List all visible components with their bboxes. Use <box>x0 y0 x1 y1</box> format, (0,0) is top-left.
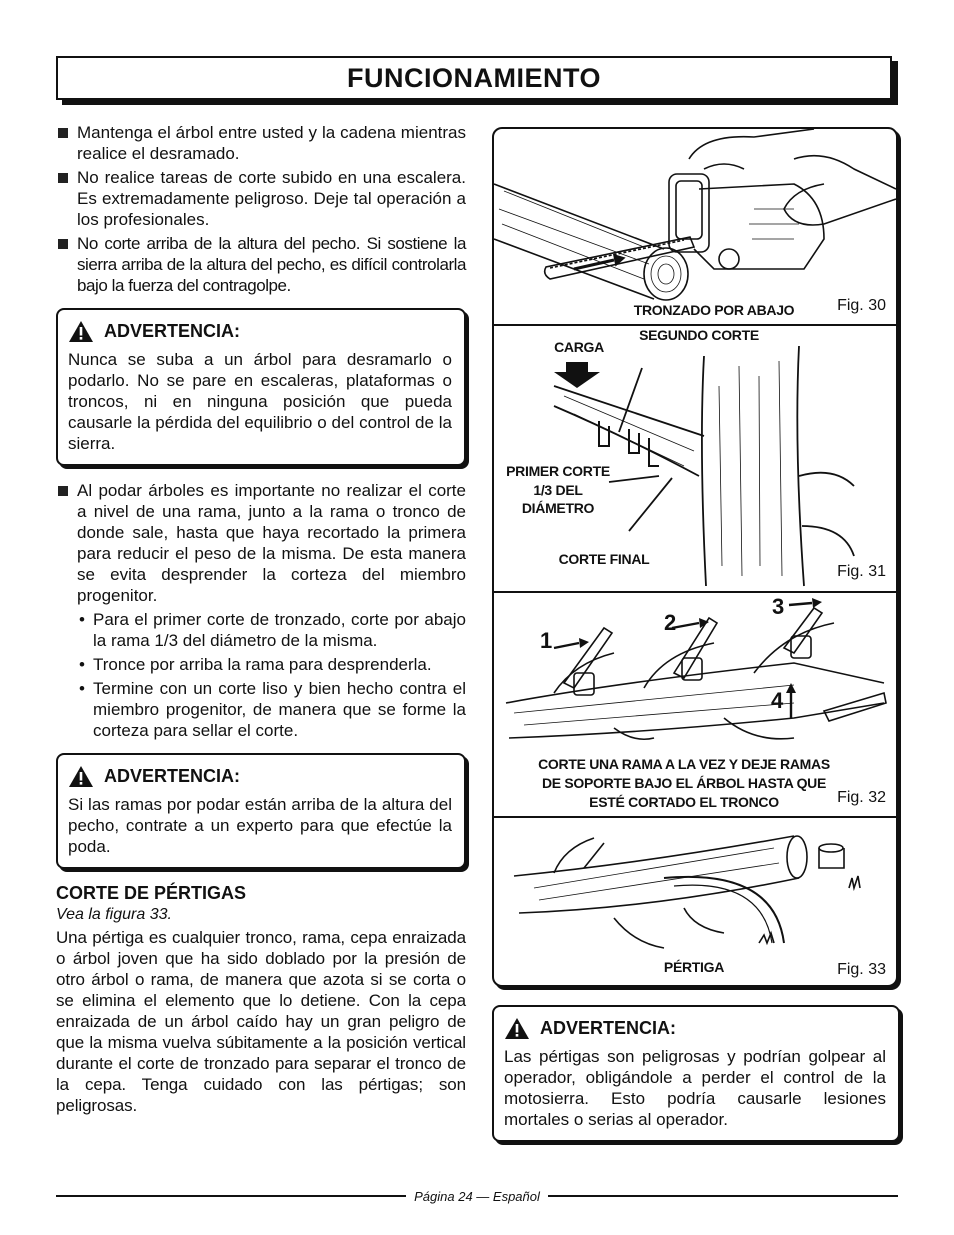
figure-panel <box>492 127 898 987</box>
warning-heading-text: ADVERTENCIA: <box>104 321 241 341</box>
warning-heading <box>504 1017 886 1040</box>
warning-box <box>56 753 466 869</box>
figure-label: Fig. 31 <box>837 563 886 580</box>
label-primer-corte-2: 1/3 DEL <box>533 482 583 498</box>
figure-30 <box>494 129 896 326</box>
sub-bullet-item: • Para el primer corte de tronzado, corte por abajo la rama 1/3 del diámetro de la misma. <box>56 609 466 651</box>
warning-triangle-icon <box>68 320 94 343</box>
bullet-item: Al podar árboles es importante no realizar el corte a nivel de una rama, junto a la rama o tronco de donde sale, hasta que haya recortado la primera para reducir el peso de la misma. De esta manera se evita desprender la corteza del miembro progenitor. <box>56 480 466 606</box>
bullet-item: Mantenga el árbol entre usted y la cadena mientras realice el desramado. <box>56 122 466 164</box>
warning-triangle-icon <box>504 1017 530 1040</box>
figure-caption-line: DE SOPORTE BAJO EL ÁRBOL HASTA QUE <box>541 775 827 791</box>
step-number: 3 <box>772 594 784 619</box>
sub-bullet-item: • Tronce por arriba la rama para desprenderla. <box>56 654 466 675</box>
page-title: FUNCIONAMIENTO <box>347 62 601 93</box>
warning-box <box>56 308 466 466</box>
step-number: 1 <box>540 628 552 653</box>
warning-box <box>492 1005 900 1142</box>
section-title: CORTE DE PÉRTIGAS <box>56 883 247 903</box>
see-figure-note: Vea la figura 33. <box>56 906 172 923</box>
step-number: 2 <box>664 610 676 635</box>
footer-rule <box>56 1195 406 1197</box>
warning-heading <box>68 320 452 343</box>
warning-heading-text: ADVERTENCIA: <box>540 1018 677 1038</box>
label-primer-corte-3: DIÁMETRO <box>521 500 595 516</box>
figure-label: Fig. 32 <box>837 789 886 806</box>
figure-caption: PÉRTIGA <box>663 959 725 975</box>
warning-heading <box>68 765 452 788</box>
chainsaw-underbuck-illustration <box>494 129 896 326</box>
page-title-box <box>56 56 892 100</box>
footer-text: Página 24 — Español <box>414 1188 540 1204</box>
step-number: 4 <box>771 688 783 713</box>
label-segundo-corte: SEGUNDO CORTE <box>639 327 759 343</box>
label-carga: CARGA <box>554 339 604 355</box>
warning-triangle-icon <box>68 765 94 788</box>
label-primer-corte: PRIMER CORTE <box>506 463 610 479</box>
figure-31 <box>494 326 896 593</box>
figure-32 <box>494 593 896 818</box>
warning-body: Si las ramas por podar están arriba de la altura del pecho, contrate a un experto para que efectúe la poda. <box>68 795 452 856</box>
footer-rule <box>548 1195 898 1197</box>
warning-body: Nunca se suba a un árbol para desramarlo o podarlo. No se pare en escaleras, plataformas o troncos, ni en ninguna posición que pueda causarle la pérdida del equilibrio o del control de la sierra. <box>68 350 452 453</box>
bullet-item: No corte arriba de la altura del pecho. Si sostiene la sierra arriba de la altura del pecho, es difícil controlarla bajo la fuerza del contragolpe. <box>56 233 466 296</box>
warning-heading-text: ADVERTENCIA: <box>104 766 241 786</box>
label-corte-final: CORTE FINAL <box>558 551 650 567</box>
bullet-item: No realice tareas de corte subido en una escalera. Es extremadamente peligroso. Deje tal operación a los profesionales. <box>56 167 466 230</box>
figure-caption-line: ESTÉ CORTADO EL TRONCO <box>589 794 779 810</box>
figure-caption-line: CORTE UNA RAMA A LA VEZ Y DEJE RAMAS <box>538 756 830 772</box>
figure-label: Fig. 30 <box>837 297 886 314</box>
left-column <box>56 122 466 1116</box>
figure-label: Fig. 33 <box>837 961 886 978</box>
page-footer <box>56 1188 898 1204</box>
section-body: Una pértiga es cualquier tronco, rama, cepa enraizada o árbol joven que ha sido doblado por la presión de otro árbol o rama, de manera que azota si se corta o se elimina el elemento que lo detiene. Con la cepa enraizada de un árbol caído hay un gran peligro de que la misma vuelva súbitamente a la posición vertical durante el corte de tronzado para separar el tronco de la cepa. Tenga cuidado con las pértigas; son peligrosas. <box>56 928 466 1115</box>
sub-bullet-item: • Termine con un corte liso y bien hecho contra el miembro progenitor, de manera que se forme la corteza para sellar el corte. <box>56 678 466 741</box>
figure-33 <box>494 818 896 987</box>
figure-caption: TRONZADO POR ABAJO <box>633 302 795 318</box>
warning-body: Las pértigas son peligrosas y podrían golpear al operador, obligándole a perder el control de la motosierra. Esto podría causarle lesiones mortales o serias al operador. <box>504 1047 886 1129</box>
